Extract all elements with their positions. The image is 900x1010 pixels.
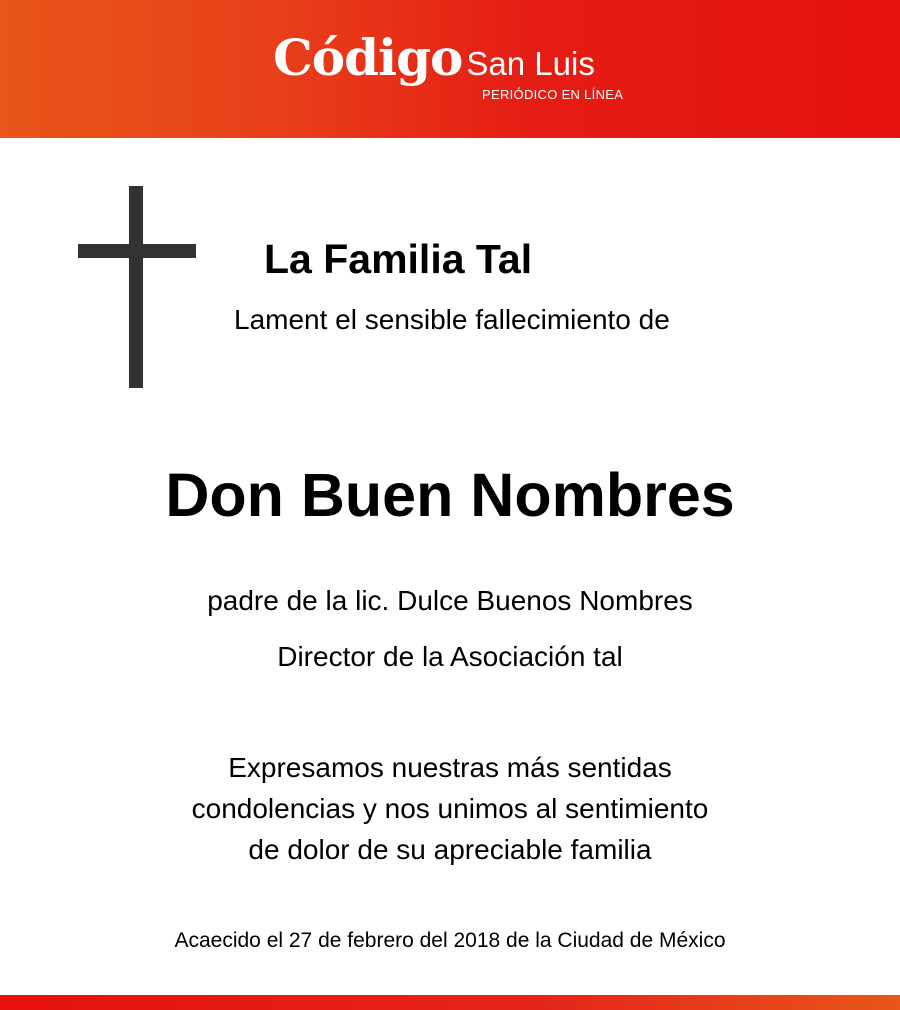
brand-logo: [273, 28, 595, 94]
cross-vertical-bar: [129, 186, 143, 388]
header-banner: [0, 0, 900, 138]
footer-bar: [0, 995, 900, 1010]
condolences-line: Expresamos nuestras más sentidas: [228, 752, 672, 783]
brand-name-sub: San Luis: [466, 45, 595, 82]
deceased-name: Don Buen Nombres: [165, 461, 735, 529]
family-name: La Familia Tal: [264, 236, 533, 282]
relation-line-2: Director de la Asociación tal: [277, 641, 623, 672]
cross-horizontal-bar: [78, 244, 196, 258]
date-line: Acaecido el 27 de febrero del 2018 de la Ciudad de México: [174, 929, 726, 952]
brand-name-main: Código: [273, 28, 463, 87]
relation-line-1: padre de la lic. Dulce Buenos Nombres: [207, 585, 693, 616]
lament-text: Lament el sensible fallecimiento de: [234, 304, 670, 335]
condolences-line: de dolor de su apreciable familia: [248, 834, 652, 865]
cross-icon: [78, 186, 196, 388]
condolences-line: condolencias y nos unimos al sentimiento: [191, 793, 709, 824]
brand-tagline: PERIÓDICO EN LÍNEA: [482, 87, 624, 102]
condolences-block: [0, 751, 900, 874]
